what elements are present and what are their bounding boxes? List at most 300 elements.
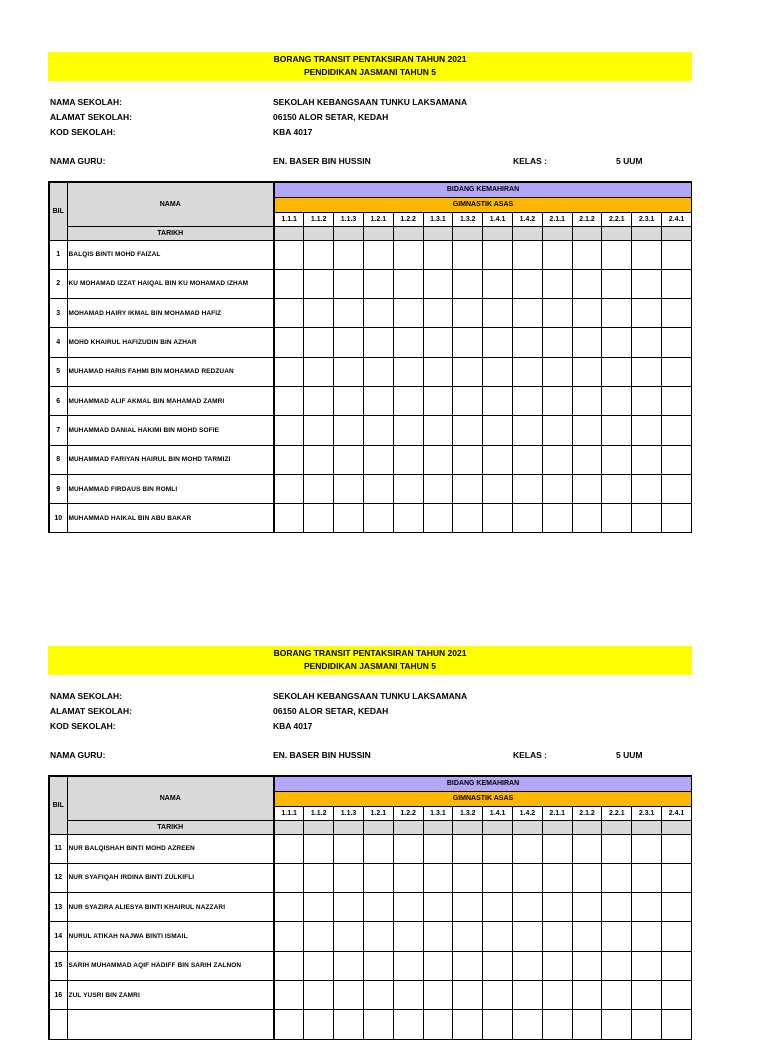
assessment-cell[interactable]	[453, 269, 483, 298]
assessment-cell[interactable]	[453, 922, 483, 951]
skill-code-2-3-1: 2.3.1	[632, 212, 662, 226]
student-name: NUR SYAFIQAH IRDINA BINTI ZULKIFLI	[67, 863, 274, 892]
assessment-cell[interactable]	[334, 834, 364, 863]
tarikh-cell[interactable]	[602, 226, 632, 240]
assessment-cell[interactable]	[363, 416, 393, 445]
tarikh-cell[interactable]	[453, 820, 483, 834]
student-bil: 16	[49, 980, 67, 1009]
assessment-cell[interactable]	[513, 357, 543, 386]
assessment-cell[interactable]	[483, 834, 513, 863]
assessment-cell[interactable]	[423, 240, 453, 269]
assessment-cell[interactable]	[513, 416, 543, 445]
assessment-cell[interactable]	[513, 1010, 543, 1039]
skill-code-1-1-2: 1.1.2	[304, 806, 334, 820]
assessment-cell[interactable]	[393, 357, 423, 386]
assessment-cell[interactable]	[602, 980, 632, 1009]
assessment-cell[interactable]	[483, 416, 513, 445]
assessment-cell[interactable]	[453, 893, 483, 922]
assessment-cell[interactable]	[274, 328, 304, 357]
assessment-cell[interactable]	[274, 240, 304, 269]
assessment-cell[interactable]	[662, 474, 692, 503]
assessment-cell[interactable]	[274, 922, 304, 951]
assessment-cell[interactable]	[572, 922, 602, 951]
assessment-cell[interactable]	[274, 893, 304, 922]
assessment-cell[interactable]	[662, 834, 692, 863]
assessment-cell[interactable]	[304, 445, 334, 474]
tarikh-cell[interactable]	[304, 226, 334, 240]
skill-code-1-3-2: 1.3.2	[453, 806, 483, 820]
assessment-cell[interactable]	[453, 504, 483, 533]
assessment-cell[interactable]	[304, 240, 334, 269]
assessment-cell[interactable]	[542, 299, 572, 328]
tarikh-cell[interactable]	[334, 820, 364, 834]
assessment-cell[interactable]	[393, 299, 423, 328]
assessment-cell[interactable]	[334, 951, 364, 980]
assessment-cell[interactable]	[363, 863, 393, 892]
assessment-cell[interactable]	[542, 980, 572, 1009]
assessment-cell[interactable]	[572, 445, 602, 474]
assessment-cell[interactable]	[393, 893, 423, 922]
tarikh-cell[interactable]	[572, 820, 602, 834]
tarikh-cell[interactable]	[513, 226, 543, 240]
assessment-cell[interactable]	[632, 269, 662, 298]
assessment-cell[interactable]	[423, 357, 453, 386]
assessment-cell[interactable]	[513, 328, 543, 357]
assessment-cell[interactable]	[542, 863, 572, 892]
assessment-cell[interactable]	[572, 951, 602, 980]
assessment-cell[interactable]	[602, 474, 632, 503]
assessment-cell[interactable]	[334, 299, 364, 328]
assessment-cell[interactable]	[632, 951, 662, 980]
assessment-cell[interactable]	[542, 328, 572, 357]
assessment-cell[interactable]	[513, 240, 543, 269]
assessment-cell[interactable]	[393, 416, 423, 445]
skill-code-2-1-2: 2.1.2	[572, 212, 602, 226]
assessment-cell[interactable]	[363, 922, 393, 951]
assessment-cell[interactable]	[363, 386, 393, 415]
nama-guru-label: NAMA GURU:	[50, 750, 106, 760]
assessment-cell[interactable]	[453, 328, 483, 357]
assessment-cell[interactable]	[274, 951, 304, 980]
assessment-cell[interactable]	[602, 893, 632, 922]
student-bil: 13	[49, 893, 67, 922]
assessment-cell[interactable]	[513, 834, 543, 863]
tarikh-cell[interactable]	[363, 820, 393, 834]
assessment-cell[interactable]	[363, 445, 393, 474]
assessment-cell[interactable]	[483, 240, 513, 269]
assessment-cell[interactable]	[572, 328, 602, 357]
assessment-cell[interactable]	[334, 474, 364, 503]
kod-sekolah-label: KOD SEKOLAH:	[50, 721, 116, 731]
assessment-cell[interactable]	[363, 240, 393, 269]
tarikh-cell[interactable]	[453, 226, 483, 240]
assessment-cell[interactable]	[334, 863, 364, 892]
skill-code-2-1-2: 2.1.2	[572, 806, 602, 820]
assessment-cell[interactable]	[363, 269, 393, 298]
tarikh-cell[interactable]	[632, 820, 662, 834]
assessment-cell[interactable]	[542, 951, 572, 980]
assessment-cell[interactable]	[513, 922, 543, 951]
tarikh-cell[interactable]	[602, 820, 632, 834]
assessment-cell[interactable]	[542, 357, 572, 386]
assessment-cell[interactable]	[513, 445, 543, 474]
assessment-cell[interactable]	[513, 386, 543, 415]
assessment-cell[interactable]	[393, 386, 423, 415]
assessment-cell[interactable]	[602, 416, 632, 445]
assessment-cell[interactable]	[632, 863, 662, 892]
tarikh-cell[interactable]	[363, 226, 393, 240]
assessment-cell[interactable]	[602, 269, 632, 298]
student-bil: 15	[49, 951, 67, 980]
student-row	[49, 445, 692, 474]
assessment-cell[interactable]	[274, 980, 304, 1009]
assessment-cell[interactable]	[572, 893, 602, 922]
assessment-cell[interactable]	[513, 951, 543, 980]
assessment-cell[interactable]	[483, 893, 513, 922]
assessment-cell[interactable]	[632, 922, 662, 951]
assessment-cell[interactable]	[662, 1010, 692, 1039]
assessment-cell[interactable]	[334, 269, 364, 298]
assessment-cell[interactable]	[483, 445, 513, 474]
assessment-cell[interactable]	[632, 474, 662, 503]
assessment-cell[interactable]	[363, 834, 393, 863]
assessment-cell[interactable]	[304, 269, 334, 298]
assessment-cell[interactable]	[274, 269, 304, 298]
assessment-cell[interactable]	[542, 445, 572, 474]
tarikh-cell[interactable]	[423, 820, 453, 834]
assessment-cell[interactable]	[453, 951, 483, 980]
assessment-cell[interactable]	[572, 299, 602, 328]
skill-code-2-1-1: 2.1.1	[542, 212, 572, 226]
assessment-cell[interactable]	[363, 357, 393, 386]
nama-guru-value: EN. BASER BIN HUSSIN	[273, 750, 371, 760]
assessment-cell[interactable]	[453, 1010, 483, 1039]
assessment-cell[interactable]	[572, 386, 602, 415]
assessment-cell[interactable]	[602, 863, 632, 892]
assessment-cell[interactable]	[304, 922, 334, 951]
assessment-cell[interactable]	[602, 299, 632, 328]
assessment-cell[interactable]	[572, 416, 602, 445]
assessment-cell[interactable]	[393, 980, 423, 1009]
assessment-cell[interactable]	[334, 416, 364, 445]
assessment-cell[interactable]	[334, 504, 364, 533]
assessment-cell[interactable]	[423, 504, 453, 533]
assessment-cell[interactable]	[423, 863, 453, 892]
assessment-cell[interactable]	[542, 893, 572, 922]
assessment-cell[interactable]	[632, 445, 662, 474]
assessment-cell[interactable]	[483, 386, 513, 415]
assessment-cell[interactable]	[513, 299, 543, 328]
tarikh-cell[interactable]	[274, 226, 304, 240]
assessment-cell[interactable]	[542, 416, 572, 445]
assessment-cell[interactable]	[632, 416, 662, 445]
assessment-cell[interactable]	[632, 980, 662, 1009]
assessment-cell[interactable]	[423, 980, 453, 1009]
assessment-cell[interactable]	[632, 504, 662, 533]
assessment-cell[interactable]	[662, 980, 692, 1009]
assessment-cell[interactable]	[602, 445, 632, 474]
student-name: NURUL ATIKAH NAJWA BINTI ISMAIL	[67, 922, 274, 951]
assessment-cell[interactable]	[542, 386, 572, 415]
skill-code-1-4-2: 1.4.2	[513, 806, 543, 820]
assessment-cell[interactable]	[483, 299, 513, 328]
assessment-cell[interactable]	[393, 269, 423, 298]
assessment-cell[interactable]	[274, 504, 304, 533]
assessment-cell[interactable]	[363, 504, 393, 533]
assessment-cell[interactable]	[602, 240, 632, 269]
assessment-cell[interactable]	[453, 386, 483, 415]
assessment-cell[interactable]	[423, 951, 453, 980]
assessment-cell[interactable]	[662, 299, 692, 328]
assessment-cell[interactable]	[363, 299, 393, 328]
assessment-cell[interactable]	[453, 834, 483, 863]
assessment-cell[interactable]	[304, 951, 334, 980]
assessment-cell[interactable]	[572, 269, 602, 298]
assessment-cell[interactable]	[632, 1010, 662, 1039]
assessment-cell[interactable]	[453, 863, 483, 892]
tarikh-cell[interactable]	[483, 226, 513, 240]
assessment-cell[interactable]	[662, 416, 692, 445]
assessment-cell[interactable]	[423, 1010, 453, 1039]
assessment-cell[interactable]	[393, 1010, 423, 1039]
assessment-cell[interactable]	[304, 357, 334, 386]
assessment-cell[interactable]	[393, 474, 423, 503]
assessment-cell[interactable]	[542, 269, 572, 298]
assessment-cell[interactable]	[483, 474, 513, 503]
assessment-cell[interactable]	[542, 240, 572, 269]
assessment-cell[interactable]	[423, 445, 453, 474]
assessment-cell[interactable]	[334, 1010, 364, 1039]
assessment-cell[interactable]	[363, 474, 393, 503]
assessment-cell[interactable]	[662, 269, 692, 298]
assessment-cell[interactable]	[274, 834, 304, 863]
assessment-cell[interactable]	[662, 386, 692, 415]
assessment-cell[interactable]	[572, 863, 602, 892]
assessment-cell[interactable]	[334, 240, 364, 269]
assessment-cell[interactable]	[513, 980, 543, 1009]
kod-sekolah-value: KBA 4017	[273, 721, 313, 731]
assessment-cell[interactable]	[363, 980, 393, 1009]
tarikh-cell[interactable]	[274, 820, 304, 834]
assessment-cell[interactable]	[542, 922, 572, 951]
assessment-cell[interactable]	[602, 834, 632, 863]
assessment-cell[interactable]	[453, 240, 483, 269]
assessment-cell[interactable]	[483, 504, 513, 533]
assessment-cell[interactable]	[483, 328, 513, 357]
assessment-cell[interactable]	[483, 1010, 513, 1039]
assessment-cell[interactable]	[393, 504, 423, 533]
assessment-cell[interactable]	[542, 834, 572, 863]
tarikh-cell[interactable]	[513, 820, 543, 834]
assessment-cell[interactable]	[304, 299, 334, 328]
tarikh-label: TARIKH	[67, 820, 274, 834]
assessment-cell[interactable]	[602, 328, 632, 357]
assessment-cell[interactable]	[632, 893, 662, 922]
assessment-cell[interactable]	[662, 893, 692, 922]
assessment-cell[interactable]	[662, 504, 692, 533]
assessment-cell[interactable]	[334, 980, 364, 1009]
assessment-cell[interactable]	[602, 922, 632, 951]
assessment-cell[interactable]	[393, 834, 423, 863]
assessment-cell[interactable]	[662, 445, 692, 474]
assessment-cell[interactable]	[274, 863, 304, 892]
assessment-cell[interactable]	[423, 922, 453, 951]
assessment-cell[interactable]	[274, 445, 304, 474]
assessment-cell[interactable]	[513, 893, 543, 922]
assessment-cell[interactable]	[304, 504, 334, 533]
assessment-cell[interactable]	[274, 416, 304, 445]
assessment-cell[interactable]	[304, 893, 334, 922]
assessment-cell[interactable]	[334, 357, 364, 386]
assessment-cell[interactable]	[304, 1010, 334, 1039]
assessment-cell[interactable]	[453, 980, 483, 1009]
assessment-cell[interactable]	[632, 386, 662, 415]
assessment-cell[interactable]	[662, 328, 692, 357]
assessment-cell[interactable]	[423, 893, 453, 922]
assessment-cell[interactable]	[513, 269, 543, 298]
assessment-cell[interactable]	[632, 357, 662, 386]
skill-code-1-3-1: 1.3.1	[423, 212, 453, 226]
assessment-cell[interactable]	[572, 834, 602, 863]
skill-code-1-2-2: 1.2.2	[393, 212, 423, 226]
assessment-cell[interactable]	[483, 951, 513, 980]
tarikh-cell[interactable]	[393, 820, 423, 834]
assessment-cell[interactable]	[632, 834, 662, 863]
assessment-cell[interactable]	[662, 240, 692, 269]
assessment-cell[interactable]	[363, 1010, 393, 1039]
assessment-cell[interactable]	[602, 951, 632, 980]
student-name: MOHD KHAIRUL HAFIZUDIN BIN AZHAR	[67, 328, 274, 357]
assessment-cell[interactable]	[393, 863, 423, 892]
assessment-cell[interactable]	[304, 474, 334, 503]
assessment-cell[interactable]	[274, 357, 304, 386]
assessment-cell[interactable]	[662, 922, 692, 951]
assessment-cell[interactable]	[453, 299, 483, 328]
assessment-cell[interactable]	[334, 386, 364, 415]
student-bil: 10	[49, 504, 67, 533]
assessment-cell[interactable]	[274, 386, 304, 415]
assessment-cell[interactable]	[602, 504, 632, 533]
assessment-cell[interactable]	[453, 357, 483, 386]
tarikh-cell[interactable]	[662, 226, 692, 240]
assessment-cell[interactable]	[662, 951, 692, 980]
skill-code-1-1-1: 1.1.1	[274, 212, 304, 226]
tarikh-cell[interactable]	[393, 226, 423, 240]
gimnastik-asas-header: GIMNASTIK ASAS	[274, 197, 692, 212]
student-bil: 1	[49, 240, 67, 269]
tarikh-cell[interactable]	[483, 820, 513, 834]
student-name: BALQIS BINTI MOHD FAIZAL	[67, 240, 274, 269]
assessment-cell[interactable]	[513, 863, 543, 892]
student-bil: 8	[49, 445, 67, 474]
assessment-cell[interactable]	[393, 951, 423, 980]
assessment-cell[interactable]	[363, 328, 393, 357]
assessment-cell[interactable]	[513, 504, 543, 533]
assessment-cell[interactable]	[483, 922, 513, 951]
assessment-cell[interactable]	[572, 1010, 602, 1039]
assessment-cell[interactable]	[304, 328, 334, 357]
assessment-cell[interactable]	[393, 328, 423, 357]
assessment-cell[interactable]	[453, 416, 483, 445]
assessment-cell[interactable]	[423, 328, 453, 357]
assessment-cell[interactable]	[483, 863, 513, 892]
tarikh-cell[interactable]	[662, 820, 692, 834]
assessment-cell[interactable]	[363, 893, 393, 922]
assessment-cell[interactable]	[304, 386, 334, 415]
assessment-cell[interactable]	[483, 357, 513, 386]
assessment-cell[interactable]	[363, 951, 393, 980]
assessment-cell[interactable]	[483, 269, 513, 298]
tarikh-cell[interactable]	[572, 226, 602, 240]
assessment-cell[interactable]	[423, 299, 453, 328]
alamat-sekolah-value: 06150 ALOR SETAR, KEDAH	[273, 706, 389, 716]
assessment-cell[interactable]	[572, 980, 602, 1009]
assessment-cell[interactable]	[572, 474, 602, 503]
assessment-cell[interactable]	[483, 980, 513, 1009]
assessment-cell[interactable]	[602, 386, 632, 415]
assessment-cell[interactable]	[393, 445, 423, 474]
assessment-cell[interactable]	[572, 240, 602, 269]
assessment-cell[interactable]	[602, 357, 632, 386]
kelas-label: KELAS :	[513, 156, 547, 166]
assessment-cell[interactable]	[453, 474, 483, 503]
kod-sekolah-label: KOD SEKOLAH:	[50, 127, 116, 137]
assessment-cell[interactable]	[274, 1010, 304, 1039]
assessment-cell[interactable]	[662, 863, 692, 892]
assessment-cell[interactable]	[423, 269, 453, 298]
assessment-cell[interactable]	[542, 474, 572, 503]
assessment-cell[interactable]	[304, 416, 334, 445]
assessment-cell[interactable]	[334, 922, 364, 951]
assessment-cell[interactable]	[304, 834, 334, 863]
assessment-cell[interactable]	[334, 328, 364, 357]
tarikh-cell[interactable]	[423, 226, 453, 240]
assessment-cell[interactable]	[334, 445, 364, 474]
assessment-cell[interactable]	[423, 386, 453, 415]
assessment-cell[interactable]	[572, 504, 602, 533]
assessment-cell[interactable]	[572, 357, 602, 386]
assessment-cell[interactable]	[274, 299, 304, 328]
tarikh-cell[interactable]	[542, 226, 572, 240]
tarikh-cell[interactable]	[632, 226, 662, 240]
assessment-cell[interactable]	[632, 299, 662, 328]
student-row	[49, 416, 692, 445]
assessment-cell[interactable]	[632, 240, 662, 269]
assessment-cell[interactable]	[542, 504, 572, 533]
assessment-cell[interactable]	[393, 922, 423, 951]
assessment-cell[interactable]	[423, 474, 453, 503]
assessment-cell[interactable]	[602, 1010, 632, 1039]
assessment-cell[interactable]	[453, 445, 483, 474]
assessment-cell[interactable]	[304, 980, 334, 1009]
alamat-sekolah-label: ALAMAT SEKOLAH:	[50, 706, 132, 716]
assessment-cell[interactable]	[423, 834, 453, 863]
assessment-cell[interactable]	[662, 357, 692, 386]
assessment-cell[interactable]	[542, 1010, 572, 1039]
assessment-cell[interactable]	[334, 893, 364, 922]
assessment-cell[interactable]	[393, 240, 423, 269]
assessment-cell[interactable]	[632, 328, 662, 357]
assessment-cell[interactable]	[304, 863, 334, 892]
tarikh-cell[interactable]	[304, 820, 334, 834]
assessment-cell[interactable]	[513, 474, 543, 503]
tarikh-cell[interactable]	[334, 226, 364, 240]
assessment-cell[interactable]	[274, 474, 304, 503]
student-row	[49, 240, 692, 269]
tarikh-cell[interactable]	[542, 820, 572, 834]
assessment-cell[interactable]	[423, 416, 453, 445]
student-row	[49, 504, 692, 533]
